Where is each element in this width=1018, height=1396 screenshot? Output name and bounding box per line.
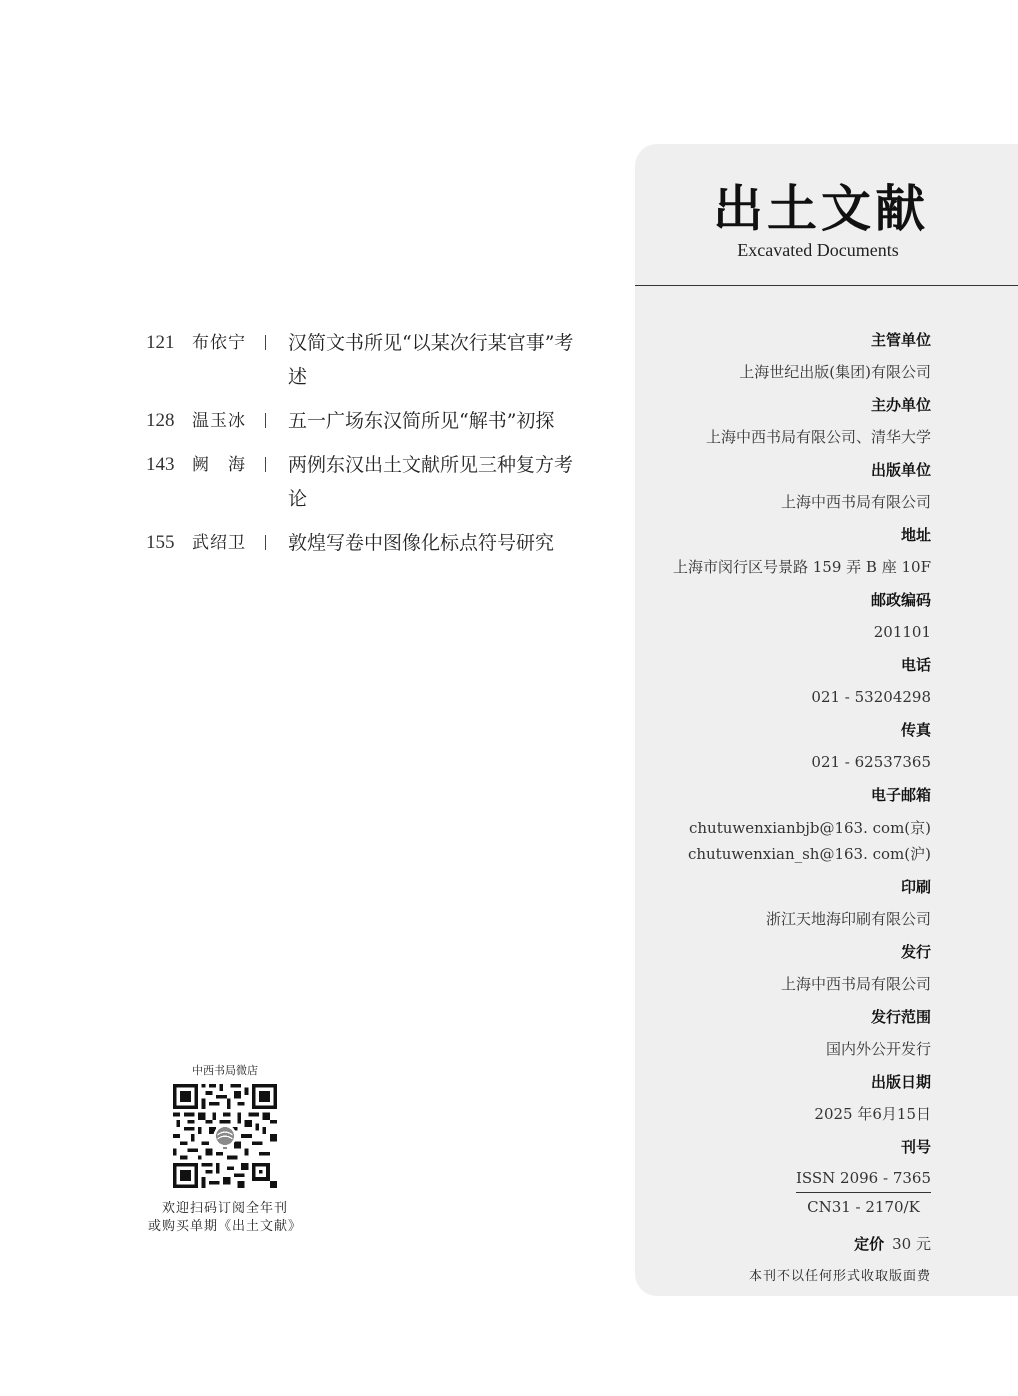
publication-info [631,328,931,1288]
cn-number: CN31 - 2170/K [807,1198,920,1216]
phone-value: 021 - 53204298 [811,688,931,706]
address-label: 地址 [900,526,931,544]
postcode-label: 邮政编码 [870,591,931,609]
email-link-shanghai[interactable]: chutuwenxian_sh@163. com(沪) [687,845,931,863]
qr-code-icon[interactable] [173,1084,277,1188]
price-row [631,1232,931,1262]
fax-label: 传真 [900,721,931,739]
printer-label: 印刷 [900,878,931,896]
toc-divider [265,413,266,428]
toc-article-title[interactable]: 敦煌写卷中图像化标点符号研究 [288,532,555,554]
toc-divider [265,457,266,472]
scope-label: 发行范围 [870,1008,931,1026]
qr-caption-line: 欢迎扫码订阅全年刊 [161,1201,288,1216]
qr-caption-top: 中西书局微店 [192,1064,258,1077]
toc-article-title[interactable]: 两例东汉出土文献所见三种复方考论 [288,454,574,510]
supervisor-value: 上海世纪出版(集团)有限公司 [739,363,931,381]
journal-title-cn: 出土文献 [713,179,929,238]
toc-author: 温玉冰 [192,411,246,431]
price-label: 定价 [854,1235,885,1253]
date-value: 2025 年6月15日 [814,1105,931,1123]
printer-value: 浙江天地海印刷有限公司 [765,910,931,928]
table-of-contents [146,326,586,570]
toc-entry[interactable] [146,526,586,560]
sponsor-label: 主办单位 [870,396,931,414]
toc-page-number: 143 [146,454,175,475]
supervisor-label: 主管单位 [870,331,931,349]
address-value: 上海市闵行区号景路 159 弄 B 座 10F [673,558,931,576]
distribution-label: 发行 [900,943,931,961]
email-values [631,815,931,867]
publisher-label: 出版单位 [870,461,931,479]
qr-block [140,1062,310,1236]
toc-page-number: 155 [146,532,175,553]
toc-divider [265,335,266,350]
toc-divider [265,535,266,550]
journal-logo [713,174,929,238]
postcode-value: 201101 [873,623,931,641]
toc-article-title[interactable]: 五一广场东汉简所见“解书”初探 [288,410,555,432]
email-link-beijing[interactable]: chutuwenxianbjb@163. com(京) [688,819,931,837]
toc-entry[interactable] [146,448,586,516]
toc-entry[interactable] [146,326,586,394]
phone-label: 电话 [900,656,931,674]
toc-author: 武绍卫 [192,533,246,553]
sponsor-value: 上海中西书局有限公司、清华大学 [705,428,931,446]
issn-number: ISSN 2096 - 7365 [796,1167,931,1193]
qr-caption-line: 或购买单期《出土文献》 [147,1219,302,1234]
publisher-value: 上海中西书局有限公司 [780,493,931,511]
distribution-value: 上海中西书局有限公司 [780,975,931,993]
toc-author: 阙 海 [192,455,246,475]
no-page-fee-notice: 本刊不以任何形式收取版面费 [748,1269,931,1284]
price-value: 30 元 [892,1235,931,1253]
toc-page-number: 128 [146,410,175,431]
journal-info-panel [635,144,1018,1296]
toc-page-number: 121 [146,332,175,353]
fax-value: 021 - 62537365 [811,753,931,771]
toc-author: 布依宁 [192,333,246,353]
email-label: 电子邮箱 [870,786,931,804]
journal-title-en: Excavated Documents [737,240,899,260]
toc-article-title[interactable]: 汉简文书所见“以某次行某官事”考述 [288,332,574,388]
issn-cn-block [796,1167,931,1218]
masthead [635,144,1018,286]
issue-numbers [631,1167,931,1218]
issue-number-label: 刊号 [900,1138,931,1156]
toc-entry[interactable] [146,404,586,438]
qr-caption-bottom [140,1200,310,1236]
scope-value: 国内外公开发行 [825,1040,931,1058]
date-label: 出版日期 [870,1073,931,1091]
